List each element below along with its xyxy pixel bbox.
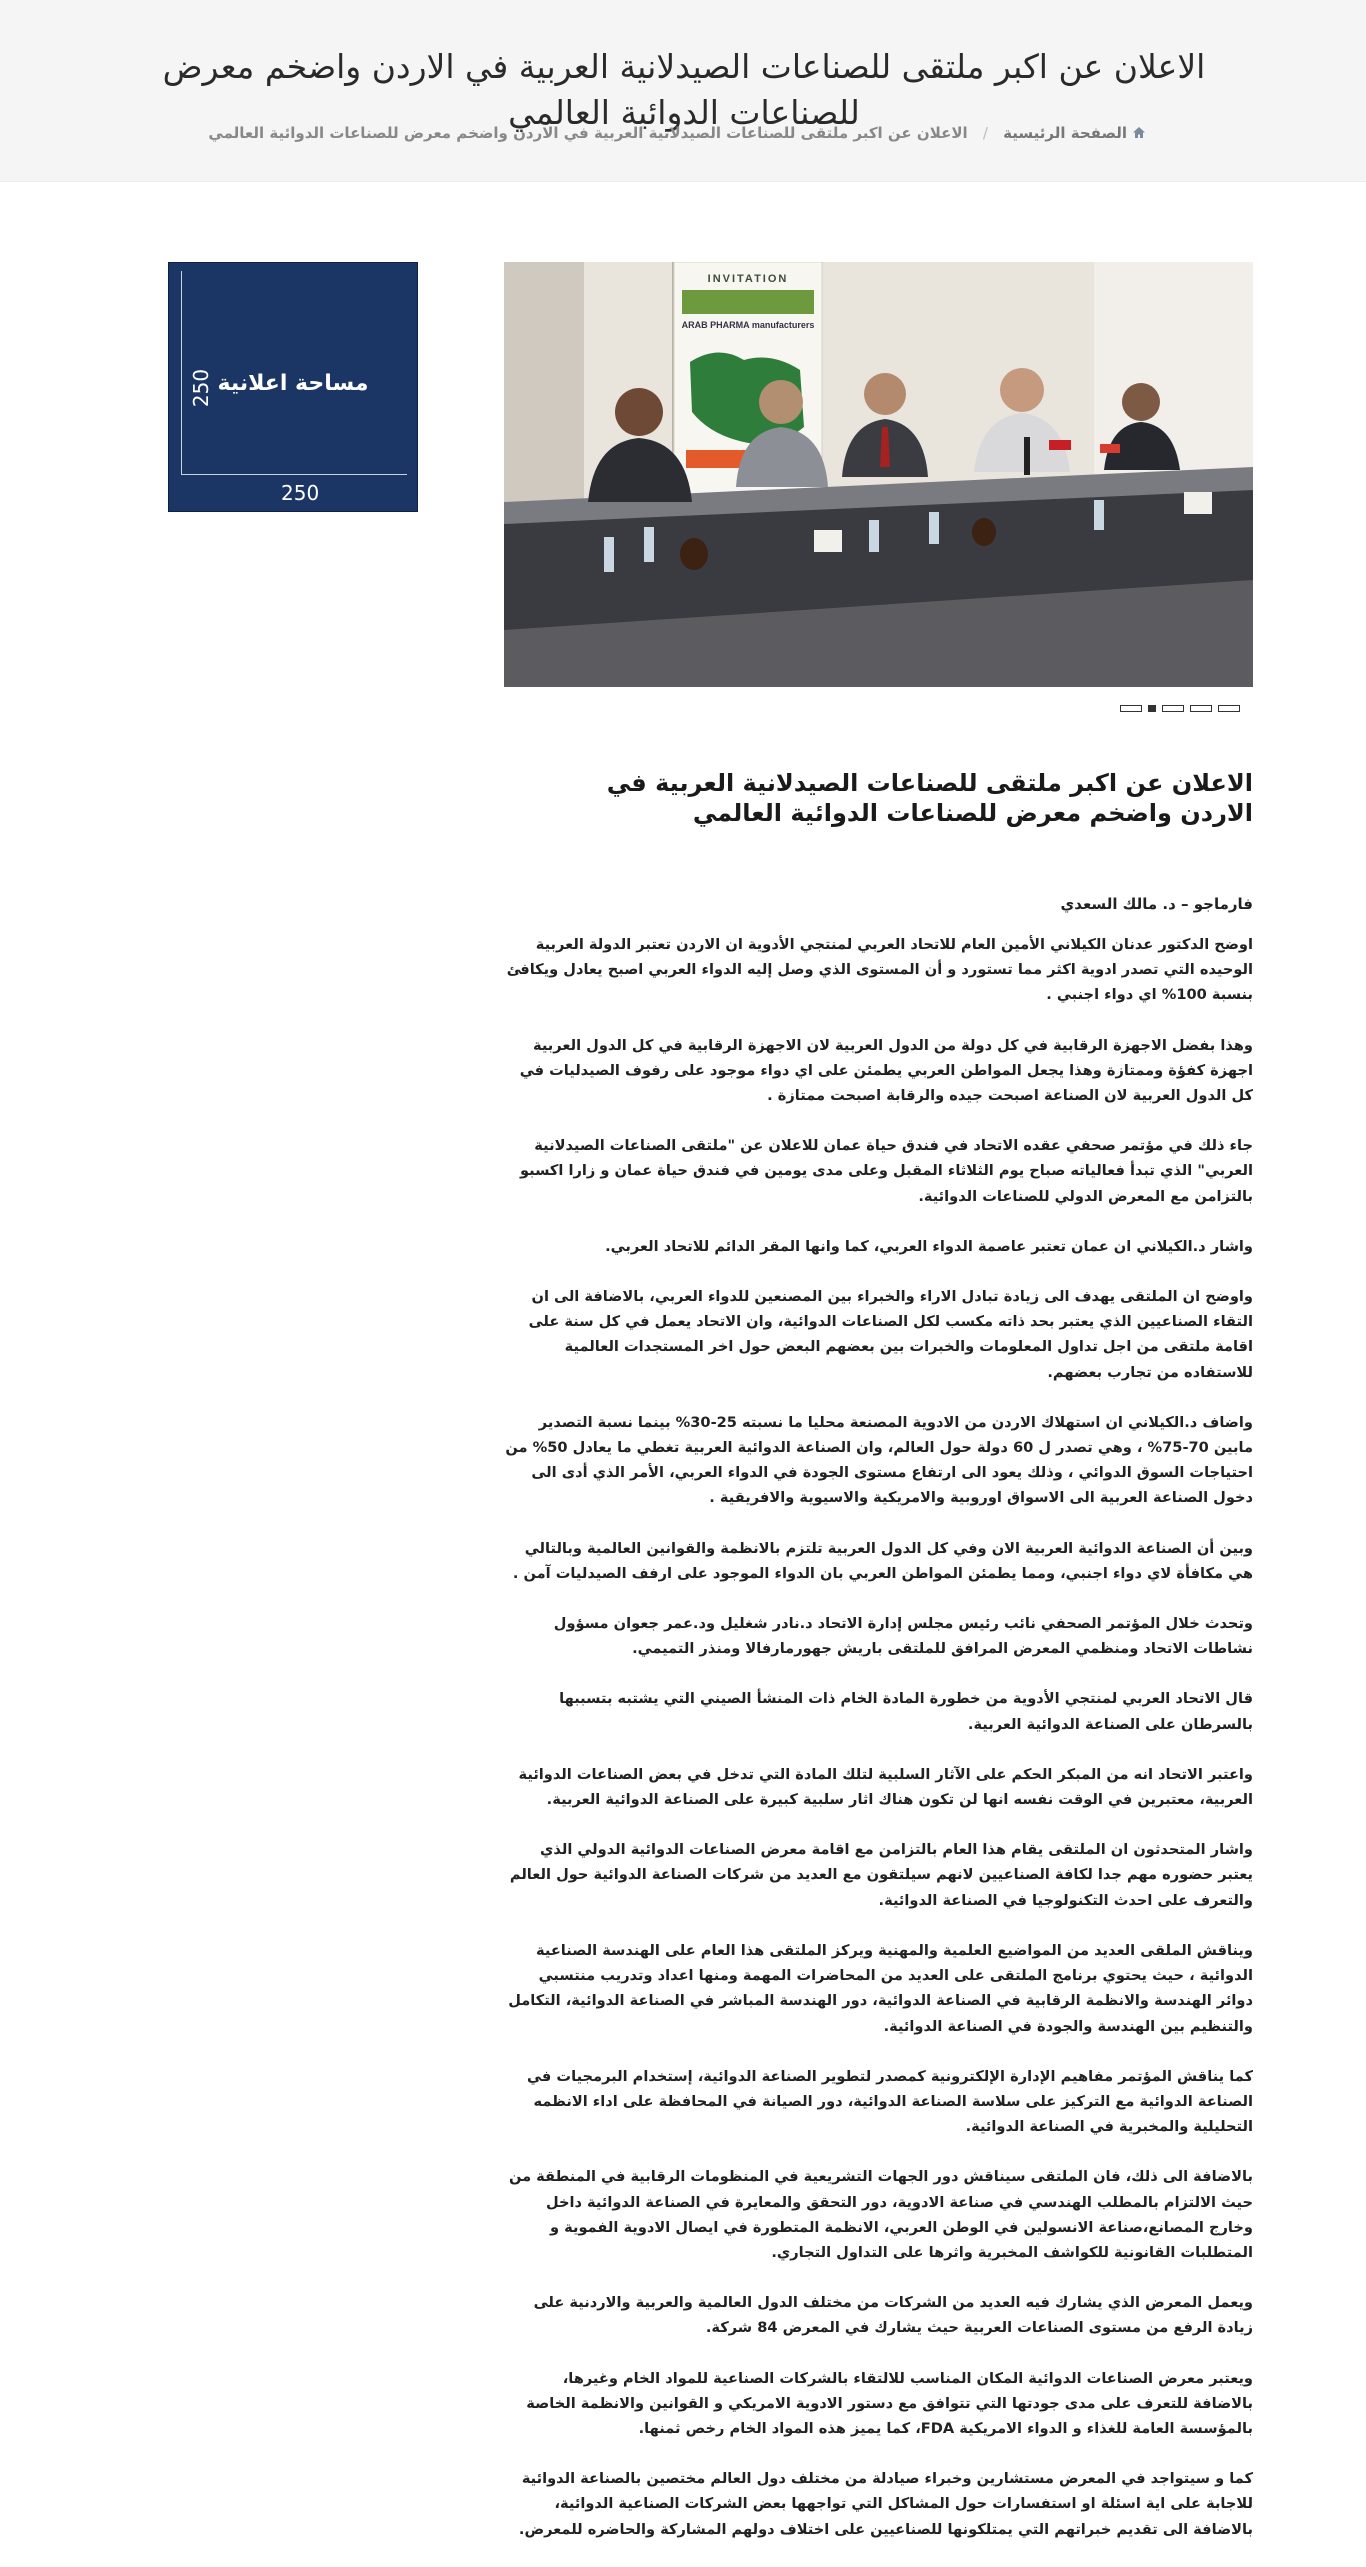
ad-width-guide-line [181, 474, 407, 475]
article-paragraph: اوضح الدكتور عدنان الكيلاني الأمين العام للاتحاد العربي لمنتجي الأدوية ان الاردن تعتبر الدولة العربية الوحيده التي تصدر ادوية اكثر مما تستورد و أن المستوى الذي وصل إليه الدواء العربي اصبح يعادل ويكافئ بنسبة 100% اي دواء اجنبي . [506, 936, 1253, 1004]
article-paragraph: وتحدث خلال المؤتمر الصحفي نائب رئيس مجلس إدارة الاتحاد د.نادر شغليل ود.عمر جعوان مسؤول نشاطات الاتحاد ومنظمي المعرض المرافق للملتقى باريش جهورمارفالا ومنذر التميمي. [553, 1615, 1253, 1658]
slider-dot-2[interactable] [1190, 705, 1212, 712]
ad-space-banner[interactable] [168, 262, 418, 512]
breadcrumb-home-label: الصفحة الرئيسية [1003, 124, 1127, 142]
ad-width-label: 250 [281, 481, 320, 505]
article-paragraph: بالاضافة الى ذلك، فان الملتقى سيناقش دور الجهات التشريعية في المنظومات الرقابية في المنطقة من حيث الالتزام بالمطلب الهندسي في صناعة الادوية، دور التحقق والمعايرة في الصناعة الدوائية داخل وخارج المصانع،صناعة الانسولين في الوطن العربي، الانظمة المتطورة في ايصال الادوية الفموية و المتطلبات القانونية للكواشف المخبرية واثرها على التداول التجاري. [508, 2168, 1253, 2261]
slider-dot-1[interactable] [1218, 705, 1240, 712]
image-slider[interactable] [504, 262, 1253, 687]
article-paragraph: واوضح ان الملتقى يهدف الى زيادة تبادل الاراء والخبراء بين المصنعين للدواء العربي، بالاضافة الى ان التقاء الصناعيين الذي يعتبر بحد ذاته مكسب لكل الصناعات الدوائية، وان الاتحاد يعمل في كل سنة على اقامة ملتقى من اجل تداول المعلومات والخبرات بين بعضهم البعض حول اخر المستجدات العالمية للاستفاده من تجارب بعضهم. [528, 1288, 1253, 1381]
breadcrumb-home-link[interactable] [998, 124, 1146, 142]
article-paragraph: واشار المتحدثون ان الملتقى يقام هذا العام بالتزامن مع اقامة معرض الصناعات الدوائية الدولي الذي يعتبر حضوره مهم جدا لكافة الصناعيين لانهم سيلتقون مع العديد من شركات الصناعة الدوائية حول العالم والتعرف على احدث التكنولوجيا في الصناعة الدوائية. [509, 1841, 1253, 1909]
article-paragraph: وبين أن الصناعة الدوائية العربية الان وفي كل الدول العربية تلتزم بالانظمة والقوانين العالمية وبالتالي هي مكافأة لاي دواء اجنبي، ومما يطمئن المواطن العربي بان الدواء الموجود على ارفف الصيدليات آمن . [512, 1539, 1253, 1582]
article-paragraph: قال الاتحاد العربي لمنتجي الأدوية من خطورة المادة الخام ذات المنشأ الصيني التي يشتبه بتسببها بالسرطان على الصناعة الدوائية العربية. [559, 1690, 1253, 1733]
article-paragraph: ويعمل المعرض الذي يشارك فيه العديد من الشركات من مختلف الدول العالمية والعربية والاردنية على زيادة الرفع من مستوى الصناعات العربية حيث يشارك في المعرض 84 شركة. [533, 2294, 1253, 2337]
breadcrumb-separator: / [982, 124, 988, 142]
article-paragraph: ويعتبر معرض الصناعات الدوائية المكان المناسب للالتقاء بالشركات الصناعية للمواد الخام وغيرها، بالاضافة للتعرف على مدى جودتها التي تتوافق مع دستور الادوية الامريكي و القوانين والانظمة الخاصة بالمؤسسة العامة للغذاء و الدواء الامريكية FDA، كما يميز هذه المواد الخام رخص ثمنها. [526, 2369, 1253, 2437]
press-conference-photo [504, 262, 1253, 687]
ad-space-text: مساحة اعلانية [217, 371, 369, 396]
article-paragraph: وهذا بفضل الاجهزة الرقابية في كل دولة من الدول العربية لان الاجهزة الرقابية في كل الدول العربية اجهزة كفؤة وممتازة وهذا يجعل المواطن العربي يطمئن على اي دواء موجود على رفوف الصيدليات في كل الدول العربية لان الصناعة اصبحت جيده والرقابة اصبحت ممتازة . [519, 1036, 1253, 1105]
page-header [0, 0, 1366, 182]
slider-dot-3[interactable] [1162, 705, 1184, 712]
breadcrumb-current: الاعلان عن اكبر ملتقى للصناعات الصيدلانية العربية في الاردن واضخم معرض للصناعات الدوائية العالمي [208, 124, 968, 142]
slider-dot-4[interactable] [1148, 705, 1156, 712]
svg-text:ARAB PHARMA manufacturers: ARAB PHARMA manufacturers [681, 320, 815, 330]
article-paragraph: جاء ذلك في مؤتمر صحفي عقده الاتحاد في فندق حياة عمان للاعلان عن "ملتقى الصناعات الصيدلانية العربي" الذي تبدأ فعالياته صباح يوم الثلاثاء المقبل وعلى مدى يومين في فندق حياة عمان و زارا اكسبو بالتزامن مع المعرض الدولي للصناعات الدوائية. [519, 1137, 1253, 1205]
article-title: الاعلان عن اكبر ملتقى للصناعات الصيدلانية العربية في الاردن واضخم معرض للصناعات الدوائية العالمي [606, 769, 1253, 827]
slider-dot-5[interactable] [1120, 705, 1142, 712]
article-paragraph: ويناقش الملقى العديد من المواضيع العلمية والمهنية ويركز الملتقى هذا العام على الهندسة الصناعية الدوائية ، حيث يحتوي برنامج الملتقى على العديد من المحاضرات المهمة ومنها اعداد وتدريب منتسبي دوائر الهندسة والانظمة الرقابية في الصناعة الدوائية، دور الهندسة المباشر في الصناعة الدوائية، التكامل والتنظيم بين الهندسة والجودة في الصناعة الدوائية. [508, 1941, 1253, 2035]
article-paragraph: واضاف د.الكيلاني ان استهلاك الاردن من الادوية المصنعة محليا ما نسبته 25-30% بينما نسبة التصدير مابين 70-75% ، وهي تصدر ل 60 دولة حول العالم، وان الصناعة الدوائية العربية تغطي ما يعادل 50% من احتياجات السوق الدوائي ، وذلك يعود الى ارتفاع مستوى الجودة في الدواء العربي، الأمر الذي أدى الى دخول الصناعة العربية الى الاسواق اوروبية والامريكية والاسيوية والافريقية . [505, 1413, 1253, 1507]
article-paragraph: واشار د.الكيلاني ان عمان تعتبر عاصمة الدواء العربي، كما وانها المقر الدائم للاتحاد العربي. [605, 1237, 1253, 1255]
breadcrumb [208, 124, 1146, 143]
article-body [503, 932, 1253, 2567]
article-paragraph: كما يناقش المؤتمر مفاهيم الإدارة الإلكترونية كمصدر لتطوير الصناعة الدوائية، إستخدام البرمجيات في الصناعة الدوائية مع التركيز على سلاسة الصناعة الدوائية، دور الصيانة في المحافظة على اداء الانظمه التحليلية والمخبرية في الصناعة الدوائية. [527, 2067, 1253, 2136]
article-byline: فارماجو – د. مالك السعدي [1060, 895, 1253, 913]
article-paragraph: كما و سيتواجد في المعرض مستشارين وخبراء صيادلة من مختلف دول العالم مختصين بالصناعة الدوائية للاجابة على اية اسئلة او استفسارات حول المشاكل التي تواجهها بعض الشركات الصناعية الدوائية، بالاضافة الى تقديم خبراتهم التي يمتلكونها للصناعيين على اختلاف دولهم المشاركة والحاضره للمعرض. [518, 2470, 1253, 2538]
svg-text:INVITATION: INVITATION [707, 273, 789, 285]
article-paragraph: واعتبر الاتحاد انه من المبكر الحكم على الآثار السلبية لتلك المادة التي تدخل في بعض الصناعات الدوائية العربية، معتبرين في الوقت نفسه انها لن تكون هناك اثار سلبية كبيرة على الصناعة الدوائية العربية. [518, 1765, 1253, 1809]
home-icon [1132, 125, 1146, 143]
page-title: الاعلان عن اكبر ملتقى للصناعات الصيدلانية العربية في الاردن واضخم معرض للصناعات الدوائية العالمي [162, 47, 1206, 132]
ad-height-label: 250 [189, 368, 214, 408]
slider-pagination [1120, 705, 1240, 713]
